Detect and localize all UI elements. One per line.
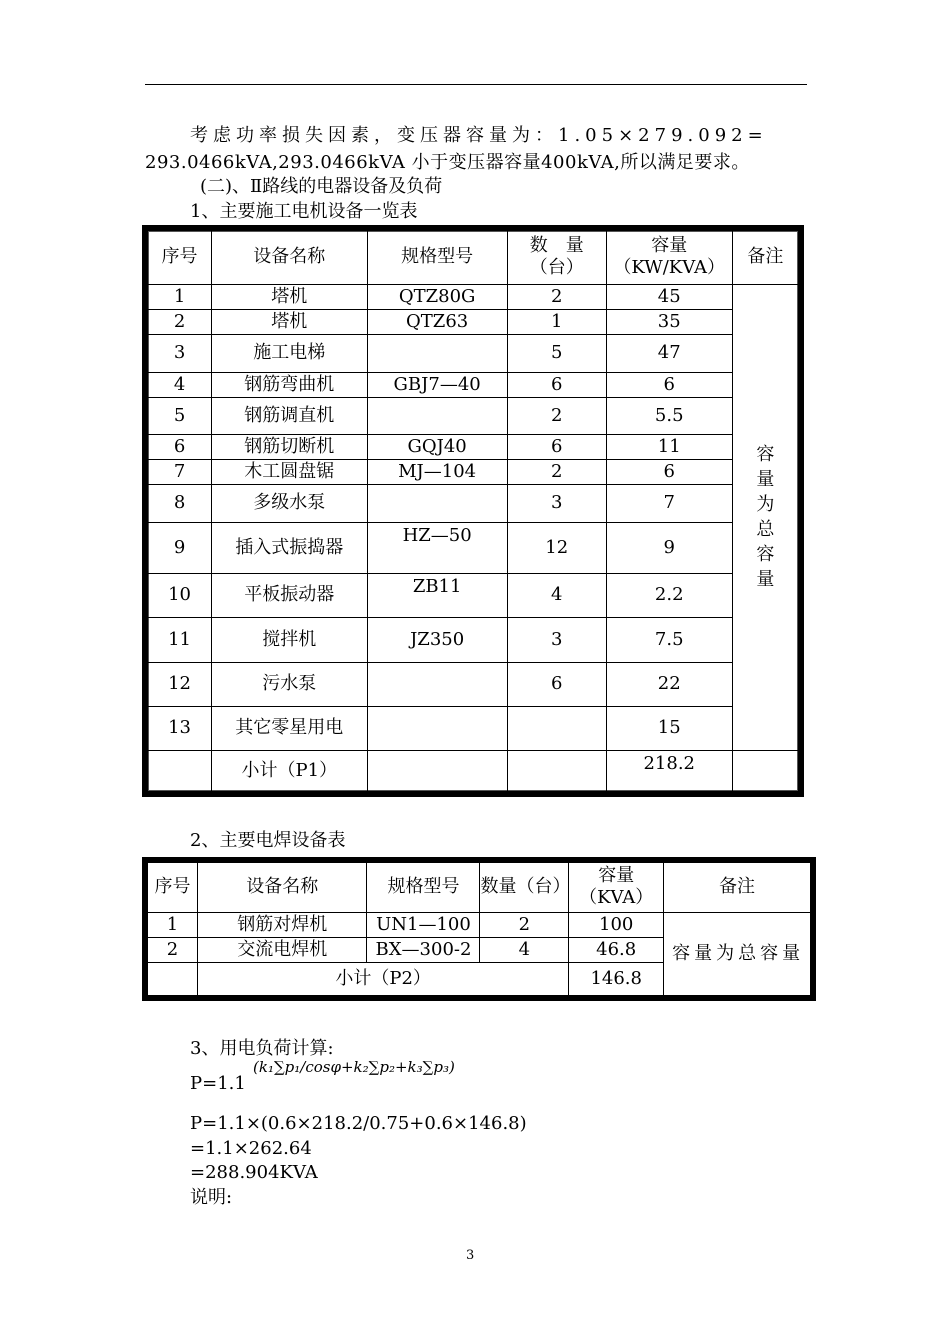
table-row bbox=[145, 334, 801, 372]
cell-no: 12 bbox=[145, 662, 212, 706]
calc-p-prefix: P=1.1 bbox=[190, 1073, 246, 1094]
table-row bbox=[145, 662, 801, 706]
cell-name: 平板振动器 bbox=[212, 573, 367, 617]
subtotal-value: 218.2 bbox=[606, 750, 732, 794]
paragraph-line-1: 考虑功率损失因素，变压器容量为：1.05×279.092= bbox=[190, 125, 768, 146]
cell-no: 2 bbox=[145, 937, 197, 962]
remark-cell bbox=[732, 284, 801, 750]
cell-cap: 7.5 bbox=[606, 617, 732, 662]
section-heading: (二)、Ⅱ路线的电器设备及负荷 bbox=[200, 176, 443, 197]
table-header-row bbox=[145, 228, 801, 284]
cell-cap: 6 bbox=[606, 459, 732, 484]
cell-qty: 3 bbox=[507, 484, 606, 522]
cell-qty: 6 bbox=[507, 372, 606, 397]
cell-empty bbox=[367, 750, 507, 794]
cell-no: 4 bbox=[145, 372, 212, 397]
cell-name: 塔机 bbox=[212, 309, 367, 334]
header-cell: 序号 bbox=[145, 860, 197, 912]
header-cell: 序号 bbox=[145, 228, 212, 284]
equipment-table bbox=[142, 225, 804, 797]
header-rule bbox=[145, 84, 807, 85]
subtotal-label: 小计（P2） bbox=[197, 962, 568, 998]
cell-model bbox=[367, 397, 507, 434]
calc-line-1: P=1.1×(0.6×218.2/0.75+0.6×146.8) bbox=[190, 1113, 527, 1134]
table-row bbox=[145, 434, 801, 459]
cell-empty bbox=[145, 962, 197, 998]
cell-cap: 6 bbox=[606, 372, 732, 397]
cell-qty: 4 bbox=[507, 573, 606, 617]
cell-name: 多级水泵 bbox=[212, 484, 367, 522]
cell-empty bbox=[732, 750, 801, 794]
cell-name: 搅拌机 bbox=[212, 617, 367, 662]
header-cell: 容量（KVA） bbox=[569, 860, 664, 912]
cell-name: 交流电焊机 bbox=[197, 937, 367, 962]
load-formula: (k₁∑p₁/cosφ+k₂∑p₂+k₃∑p₃) bbox=[253, 1058, 455, 1076]
cell-qty: 2 bbox=[507, 284, 606, 309]
cell-name: 钢筋切断机 bbox=[212, 434, 367, 459]
cell-model bbox=[367, 484, 507, 522]
table-header-row bbox=[145, 860, 813, 912]
cell-cap: 22 bbox=[606, 662, 732, 706]
remark-cell: 容量为总容量 bbox=[664, 912, 813, 998]
cell-qty: 2 bbox=[480, 912, 569, 937]
cell-model bbox=[367, 706, 507, 750]
table-row bbox=[145, 484, 801, 522]
cell-qty: 3 bbox=[507, 617, 606, 662]
cell-model: QTZ63 bbox=[367, 309, 507, 334]
cell-cap: 2.2 bbox=[606, 573, 732, 617]
cell-name: 钢筋调直机 bbox=[212, 397, 367, 434]
cell-no: 8 bbox=[145, 484, 212, 522]
cell-no: 6 bbox=[145, 434, 212, 459]
header-cell: 备注 bbox=[732, 228, 801, 284]
cell-model: QTZ80G bbox=[367, 284, 507, 309]
cell-qty: 2 bbox=[507, 397, 606, 434]
table-row bbox=[145, 372, 801, 397]
subtotal-label: 小计（P1） bbox=[212, 750, 367, 794]
header-cell: 容量（KW/KVA） bbox=[606, 228, 732, 284]
table-row bbox=[145, 522, 801, 573]
header-cell: 备注 bbox=[664, 860, 813, 912]
cell-model: GBJ7—40 bbox=[367, 372, 507, 397]
cell-name: 钢筋对焊机 bbox=[197, 912, 367, 937]
note-label: 说明: bbox=[190, 1187, 233, 1208]
cell-qty: 6 bbox=[507, 434, 606, 459]
paragraph-line-2: 293.0466kVA,293.0466kVA 小于变压器容量400kVA,所以满足要求。 bbox=[145, 152, 750, 173]
cell-cap: 7 bbox=[606, 484, 732, 522]
header-cell: 设备名称 bbox=[197, 860, 367, 912]
table-row bbox=[145, 459, 801, 484]
cell-model: BX—300-2 bbox=[367, 937, 480, 962]
cell-name: 塔机 bbox=[212, 284, 367, 309]
cell-no: 13 bbox=[145, 706, 212, 750]
cell-no: 1 bbox=[145, 912, 197, 937]
cell-qty bbox=[507, 706, 606, 750]
cell-cap: 15 bbox=[606, 706, 732, 750]
table-row bbox=[145, 573, 801, 617]
calc-line-2: =1.1×262.64 bbox=[190, 1138, 312, 1159]
cell-model: HZ—50 bbox=[367, 522, 507, 573]
table-row bbox=[145, 706, 801, 750]
cell-name: 污水泵 bbox=[212, 662, 367, 706]
cell-no: 9 bbox=[145, 522, 212, 573]
cell-empty bbox=[507, 750, 606, 794]
header-cell: 规格型号 bbox=[367, 228, 507, 284]
cell-qty: 6 bbox=[507, 662, 606, 706]
cell-qty: 4 bbox=[480, 937, 569, 962]
cell-cap: 100 bbox=[569, 912, 664, 937]
remark-text: 容量为总容量 bbox=[756, 444, 775, 590]
cell-empty bbox=[145, 750, 212, 794]
subtotal-value: 146.8 bbox=[569, 962, 664, 998]
cell-model: UN1—100 bbox=[367, 912, 480, 937]
cell-cap: 35 bbox=[606, 309, 732, 334]
cell-qty: 12 bbox=[507, 522, 606, 573]
cell-name: 钢筋弯曲机 bbox=[212, 372, 367, 397]
header-cell: 数量（台） bbox=[480, 860, 569, 912]
subtotal-row bbox=[145, 750, 801, 794]
cell-model: GQJ40 bbox=[367, 434, 507, 459]
cell-no: 7 bbox=[145, 459, 212, 484]
cell-cap: 9 bbox=[606, 522, 732, 573]
table-row bbox=[145, 284, 801, 309]
cell-cap: 46.8 bbox=[569, 937, 664, 962]
page-number: 3 bbox=[466, 1248, 475, 1263]
cell-cap: 5.5 bbox=[606, 397, 732, 434]
cell-cap: 47 bbox=[606, 334, 732, 372]
table1-title: 1、主要施工电机设备一览表 bbox=[190, 201, 418, 222]
cell-name: 木工圆盘锯 bbox=[212, 459, 367, 484]
cell-model bbox=[367, 662, 507, 706]
cell-model: JZ350 bbox=[367, 617, 507, 662]
cell-qty: 2 bbox=[507, 459, 606, 484]
cell-name: 施工电梯 bbox=[212, 334, 367, 372]
cell-no: 10 bbox=[145, 573, 212, 617]
cell-model bbox=[367, 334, 507, 372]
welding-table bbox=[142, 857, 816, 1001]
cell-no: 11 bbox=[145, 617, 212, 662]
header-cell: 规格型号 bbox=[367, 860, 480, 912]
cell-no: 5 bbox=[145, 397, 212, 434]
table-row bbox=[145, 617, 801, 662]
calc-line-3: =288.904KVA bbox=[190, 1162, 318, 1183]
table-row bbox=[145, 912, 813, 937]
cell-no: 2 bbox=[145, 309, 212, 334]
cell-cap: 11 bbox=[606, 434, 732, 459]
cell-qty: 1 bbox=[507, 309, 606, 334]
cell-name: 其它零星用电 bbox=[212, 706, 367, 750]
cell-name: 插入式振捣器 bbox=[212, 522, 367, 573]
cell-model: ZB11 bbox=[367, 573, 507, 617]
table-row bbox=[145, 309, 801, 334]
calc-title: 3、用电负荷计算: bbox=[190, 1038, 334, 1059]
table2-title: 2、主要电焊设备表 bbox=[190, 830, 346, 851]
header-cell: 数 量（台） bbox=[507, 228, 606, 284]
cell-model: MJ—104 bbox=[367, 459, 507, 484]
cell-no: 1 bbox=[145, 284, 212, 309]
cell-cap: 45 bbox=[606, 284, 732, 309]
table-row bbox=[145, 397, 801, 434]
header-cell: 设备名称 bbox=[212, 228, 367, 284]
cell-no: 3 bbox=[145, 334, 212, 372]
cell-qty: 5 bbox=[507, 334, 606, 372]
